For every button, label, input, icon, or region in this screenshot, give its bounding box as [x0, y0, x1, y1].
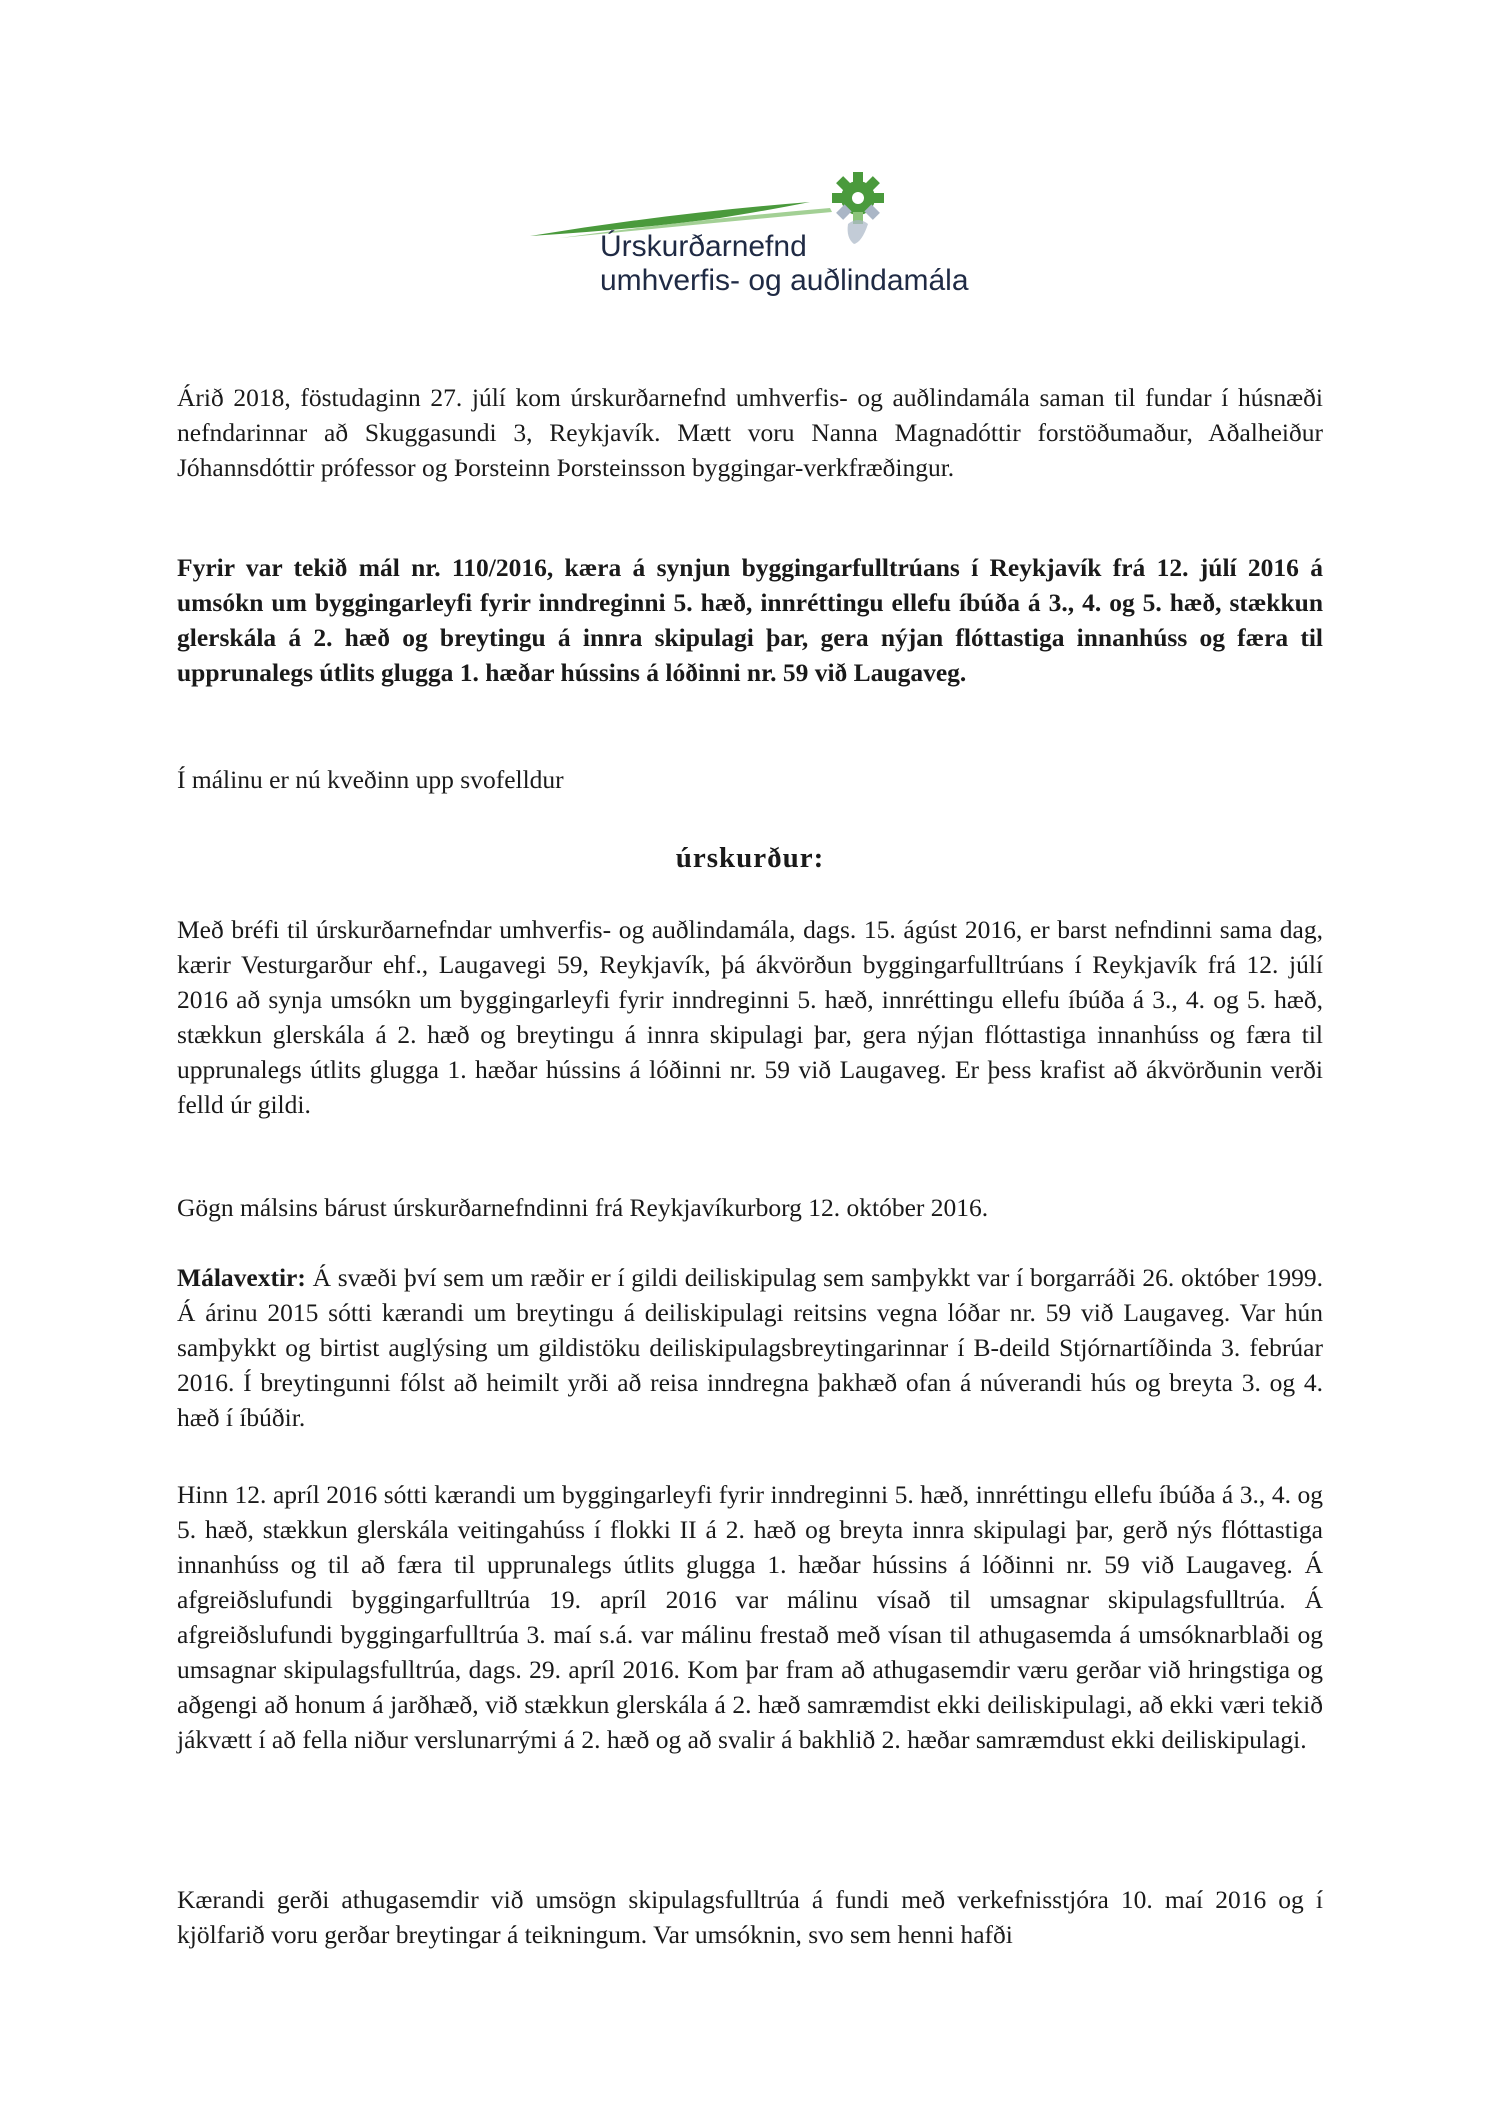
paragraph-facts [177, 1260, 1323, 1435]
ruling-heading: úrskurður: [675, 842, 825, 874]
paragraph-application: Hinn 12. apríl 2016 sótti kærandi um byggingarleyfi fyrir inndreginni 5. hæð, innréttingu ellefu íbúða á 3., 4. og 5. hæð, stækkun glerskála veitingahúss í flokki II á 2. hæð og breyta innra skipulagi þar, gerð nýs flóttastiga innanhúss og til að færa til upprunalegs útlits glugga 1. hæðar hússins á lóðinni nr. 59 við Laugaveg. Á afgreiðslufundi byggingarfulltrúa 19. apríl 2016 var málinu vísað til umsagnar skipulagsfulltrúa. Á afgreiðslufundi byggingarfulltrúa 3. maí s.á. var málinu frestað með vísan til athugasemda á umsóknarblaði og umsagnar skipulagsfulltrúa, dags. 29. apríl 2016. Kom þar fram að athugasemdir væru gerðar við hringstiga og aðgengi að honum á jarðhæð, við stækkun glerskála á 2. hæð samræmdist ekki deiliskipulagi, að ekki væri tekið jákvætt í að fella niður verslunarrými á 2. hæð og að svalir á bakhlið 2. hæðar samræmdust ekki deiliskipulagi. [177, 1480, 1323, 1754]
paragraph-complaint: Með bréfi til úrskurðarnefndar umhverfis- og auðlindamála, dags. 15. ágúst 2016, er barst nefndinni sama dag, kærir Vesturgarður ehf., Laugavegi 59, Reykjavík, þá ákvörðun byggingarfulltrúans í Reykjavík frá 12. júlí 2016 að synja umsókn um byggingarleyfi fyrir inndreginni 5. hæð, innréttingu ellefu íbúða á 3., 4. og 5. hæð, stækkun glerskála á 2. hæð og breytingu á innra skipulagi þar, gera nýjan flóttastiga innanhúss og færa til upprunalegs útlits glugga 1. hæðar hússins á lóðinni nr. 59 við Laugaveg. Er þess krafist að ákvörðunin verði felld úr gildi. [177, 915, 1323, 1119]
facts-label: Málavextir: [177, 1263, 306, 1292]
intro-line: Í málinu er nú kveðinn upp svofelldur [177, 765, 564, 794]
logo-title: Úrskurðarnefnd [600, 230, 807, 263]
paragraph-documents: Gögn málsins bárust úrskurðarnefndinni frá Reykjavíkurborg 12. október 2016. [177, 1193, 989, 1222]
logo-subtitle: umhverfis- og auðlindamála [600, 264, 969, 297]
logo [470, 158, 990, 308]
paragraph-objections: Kærandi gerði athugasemdir við umsögn skipulagsfulltrúa á fundi með verkefnisstjóra 10. maí 2016 og í kjölfarið voru gerðar breytingar á teikningum. Var umsóknin, svo sem henni hafði [177, 1885, 1323, 1949]
facts-text: Á svæði því sem um ræðir er í gildi deiliskipulag sem samþykkt var í borgarráði 26. október 1999. Á árinu 2015 sótti kærandi um breytingu á deiliskipulagi reitsins vegna lóðar nr. 59 við Laugaveg. Var hún samþykkt og birtist auglýsing um gildistöku deiliskipulagsbreytingarinnar í B-deild Stjórnartíðinda 3. febrúar 2016. Í breytingunni fólst að heimilt yrði að reisa inndregna þakhæð ofan á núverandi hús og breyta 3. og 4. hæð í íbúðir. [177, 1263, 1323, 1432]
case-title: Fyrir var tekið mál nr. 110/2016, kæra á synjun byggingarfulltrúans í Reykjavík frá 12. júlí 2016 á umsókn um byggingarleyfi fyrir inndreginni 5. hæð, innréttingu ellefu íbúða á 3., 4. og 5. hæð, stækkun glerskála á 2. hæð og breytingu á innra skipulagi þar, gera nýjan flóttastiga innanhúss og færa til upprunalegs útlits glugga 1. hæðar hússins á lóðinni nr. 59 við Laugaveg. [177, 553, 1323, 687]
opening-paragraph: Árið 2018, föstudaginn 27. júlí kom úrskurðarnefnd umhverfis- og auðlindamála saman til fundar í húsnæði nefndarinnar að Skuggasundi 3, Reykjavík. Mætt voru Nanna Magnadóttir forstöðumaður, Aðalheiður Jóhannsdóttir prófessor og Þorsteinn Þorsteinsson byggingar-verkfræðingur. [177, 383, 1323, 482]
